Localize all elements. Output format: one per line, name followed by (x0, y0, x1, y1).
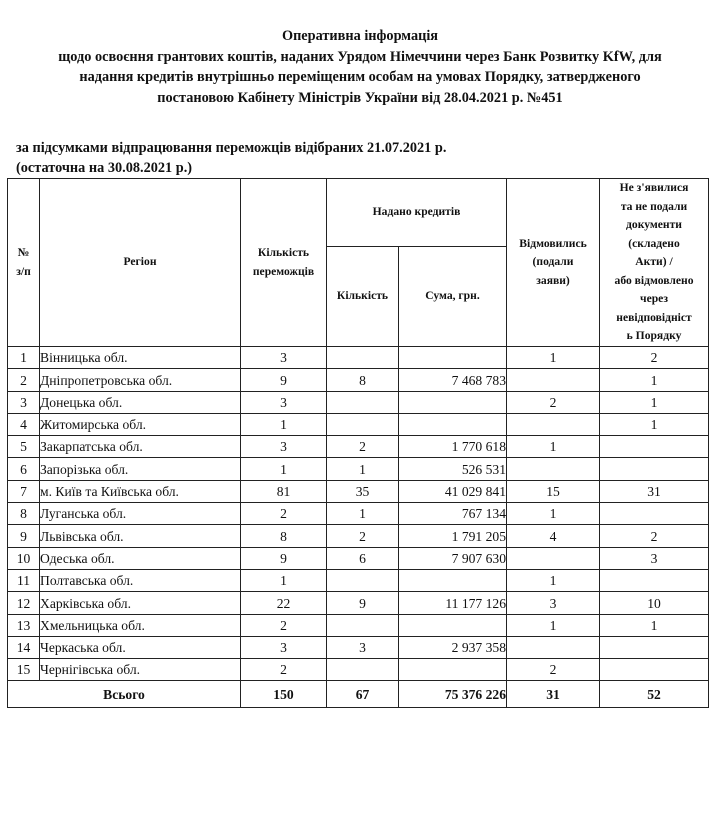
row-refused (507, 369, 600, 391)
title-line: постановою Кабінету Міністрів України від 28.04.2021 р. №451 (157, 89, 563, 106)
row-region: Луганська обл. (40, 503, 241, 525)
table-row (8, 347, 709, 369)
row-loans-sum: 1 791 205 (399, 525, 507, 547)
row-region: Запорізька обл. (40, 458, 241, 480)
header-refused-line: (подали (532, 255, 574, 269)
header-absent-line: Не з'явилися (619, 181, 689, 195)
row-refused: 15 (507, 480, 600, 502)
header-region: Регіон (40, 179, 241, 347)
table-row (8, 592, 709, 614)
row-loans-sum: 7 907 630 (399, 547, 507, 569)
row-loans-sum (399, 347, 507, 369)
table-row (8, 636, 709, 658)
row-num: 2 (8, 369, 40, 391)
table-row (8, 525, 709, 547)
header-absent-line: (складено (628, 236, 680, 250)
row-winners: 9 (241, 547, 327, 569)
row-num: 4 (8, 413, 40, 435)
row-loans-count: 8 (327, 369, 399, 391)
row-absent: 2 (600, 347, 709, 369)
row-loans-sum (399, 569, 507, 591)
header-absent (600, 179, 709, 347)
table-row (8, 659, 709, 681)
row-loans-count (327, 413, 399, 435)
header-absent-line: ь Порядку (626, 329, 682, 343)
table-row (8, 369, 709, 391)
row-absent: 1 (600, 614, 709, 636)
row-loans-count: 6 (327, 547, 399, 569)
row-loans-sum: 526 531 (399, 458, 507, 480)
row-absent (600, 636, 709, 658)
row-region: Вінницька обл. (40, 347, 241, 369)
row-absent (600, 503, 709, 525)
row-loans-count: 2 (327, 436, 399, 458)
row-absent: 1 (600, 369, 709, 391)
row-loans-count (327, 659, 399, 681)
row-winners: 3 (241, 636, 327, 658)
row-loans-count (327, 614, 399, 636)
row-refused: 1 (507, 614, 600, 636)
row-winners: 3 (241, 391, 327, 413)
row-winners: 22 (241, 592, 327, 614)
row-region: Житомирська обл. (40, 413, 241, 435)
row-loans-count: 1 (327, 503, 399, 525)
row-num: 7 (8, 480, 40, 502)
row-loans-count: 2 (327, 525, 399, 547)
document-subtitle (16, 138, 446, 178)
row-winners: 8 (241, 525, 327, 547)
header-num-line: № (17, 246, 30, 259)
row-num: 11 (8, 569, 40, 591)
row-num: 8 (8, 503, 40, 525)
subtitle-line: (остаточна на 30.08.2021 р.) (16, 160, 193, 176)
row-loans-count: 9 (327, 592, 399, 614)
total-refused: 31 (507, 681, 600, 708)
header-absent-line: та не подали (620, 199, 688, 213)
header-absent-line: документи (626, 218, 682, 232)
row-region: м. Київ та Київська обл. (40, 480, 241, 502)
row-region: Львівська обл. (40, 525, 241, 547)
row-refused: 1 (507, 436, 600, 458)
row-loans-sum: 767 134 (399, 503, 507, 525)
title-line: надання кредитів внутрішньо переміщеним особам на умовах Порядку, затвердженого (79, 69, 641, 85)
row-num: 9 (8, 525, 40, 547)
row-absent (600, 436, 709, 458)
row-winners: 81 (241, 480, 327, 502)
table-row (8, 436, 709, 458)
title-line: щодо освоєння грантових коштів, наданих Урядом Німеччини через Банк Розвитку KfW, для (58, 48, 662, 65)
row-absent (600, 659, 709, 681)
row-region: Чернігівська обл. (40, 659, 241, 681)
row-winners: 2 (241, 659, 327, 681)
table-row (8, 413, 709, 435)
row-num: 5 (8, 436, 40, 458)
total-loans-count: 67 (327, 681, 399, 708)
table-body (8, 347, 709, 708)
row-refused (507, 413, 600, 435)
row-winners: 1 (241, 458, 327, 480)
header-absent-line: невідповідніст (616, 310, 692, 324)
row-absent: 1 (600, 391, 709, 413)
header-absent-line: або відмовлено (614, 273, 694, 287)
subtitle-line: за підсумками відпрацювання переможців відібраних 21.07.2021 р. (16, 140, 447, 156)
total-loans-sum: 75 376 226 (399, 681, 507, 708)
row-num: 3 (8, 391, 40, 413)
row-loans-count: 35 (327, 480, 399, 502)
table-row (8, 547, 709, 569)
row-num: 14 (8, 636, 40, 658)
row-winners: 1 (241, 413, 327, 435)
row-winners: 1 (241, 569, 327, 591)
row-absent: 2 (600, 525, 709, 547)
title-line: Оперативна інформація (281, 28, 439, 44)
row-absent: 31 (600, 480, 709, 502)
total-absent: 52 (600, 681, 709, 708)
row-num: 6 (8, 458, 40, 480)
row-winners: 3 (241, 347, 327, 369)
header-winners-line: Кількість (257, 246, 310, 259)
row-refused: 1 (507, 569, 600, 591)
header-loans-count: Кількість (327, 247, 399, 347)
row-region: Хмельницька обл. (40, 614, 241, 636)
row-refused: 2 (507, 391, 600, 413)
row-refused (507, 547, 600, 569)
row-num: 13 (8, 614, 40, 636)
header-winners (241, 179, 327, 347)
header-num (8, 179, 40, 347)
row-refused (507, 458, 600, 480)
row-refused: 4 (507, 525, 600, 547)
header-loans-group: Надано кредитів (327, 179, 507, 247)
row-region: Полтавська обл. (40, 569, 241, 591)
table-row (8, 480, 709, 502)
row-absent: 10 (600, 592, 709, 614)
row-loans-count (327, 347, 399, 369)
row-region: Одеська обл. (40, 547, 241, 569)
row-winners: 2 (241, 503, 327, 525)
row-refused: 2 (507, 659, 600, 681)
row-absent: 3 (600, 547, 709, 569)
row-num: 15 (8, 659, 40, 681)
row-refused: 1 (507, 503, 600, 525)
header-absent-line: через (640, 292, 668, 306)
table-row (8, 458, 709, 480)
row-loans-sum (399, 413, 507, 435)
row-loans-sum: 2 937 358 (399, 636, 507, 658)
row-region: Дніпропетровська обл. (40, 369, 241, 391)
header-num-line: з/п (16, 264, 31, 278)
row-region: Черкаська обл. (40, 636, 241, 658)
table-row (8, 503, 709, 525)
row-absent: 1 (600, 413, 709, 435)
row-loans-count (327, 569, 399, 591)
document-title (0, 26, 720, 108)
report-table (7, 178, 709, 708)
row-num: 12 (8, 592, 40, 614)
row-loans-sum: 1 770 618 (399, 436, 507, 458)
header-winners-line: переможців (252, 264, 315, 278)
row-region: Донецька обл. (40, 391, 241, 413)
row-loans-count: 1 (327, 458, 399, 480)
row-loans-sum (399, 614, 507, 636)
row-winners: 3 (241, 436, 327, 458)
row-region: Закарпатська обл. (40, 436, 241, 458)
row-region: Харківська обл. (40, 592, 241, 614)
row-absent (600, 458, 709, 480)
row-num: 10 (8, 547, 40, 569)
header-absent-line: Акти) / (635, 255, 673, 269)
row-refused: 3 (507, 592, 600, 614)
header-refused-line: Відмовились (519, 236, 587, 250)
row-loans-count (327, 391, 399, 413)
row-loans-count: 3 (327, 636, 399, 658)
table-row (8, 614, 709, 636)
total-row (8, 681, 709, 708)
header-refused (507, 179, 600, 347)
total-winners: 150 (241, 681, 327, 708)
row-refused (507, 636, 600, 658)
table-row (8, 391, 709, 413)
row-winners: 9 (241, 369, 327, 391)
row-refused: 1 (507, 347, 600, 369)
row-absent (600, 569, 709, 591)
row-loans-sum (399, 659, 507, 681)
total-label: Всього (8, 681, 241, 708)
header-loans-sum: Сума, грн. (399, 247, 507, 347)
row-loans-sum: 41 029 841 (399, 480, 507, 502)
row-loans-sum (399, 391, 507, 413)
header-refused-line: заяви) (536, 273, 570, 287)
row-loans-sum: 7 468 783 (399, 369, 507, 391)
row-winners: 2 (241, 614, 327, 636)
table-row (8, 569, 709, 591)
row-num: 1 (8, 347, 40, 369)
row-loans-sum: 11 177 126 (399, 592, 507, 614)
